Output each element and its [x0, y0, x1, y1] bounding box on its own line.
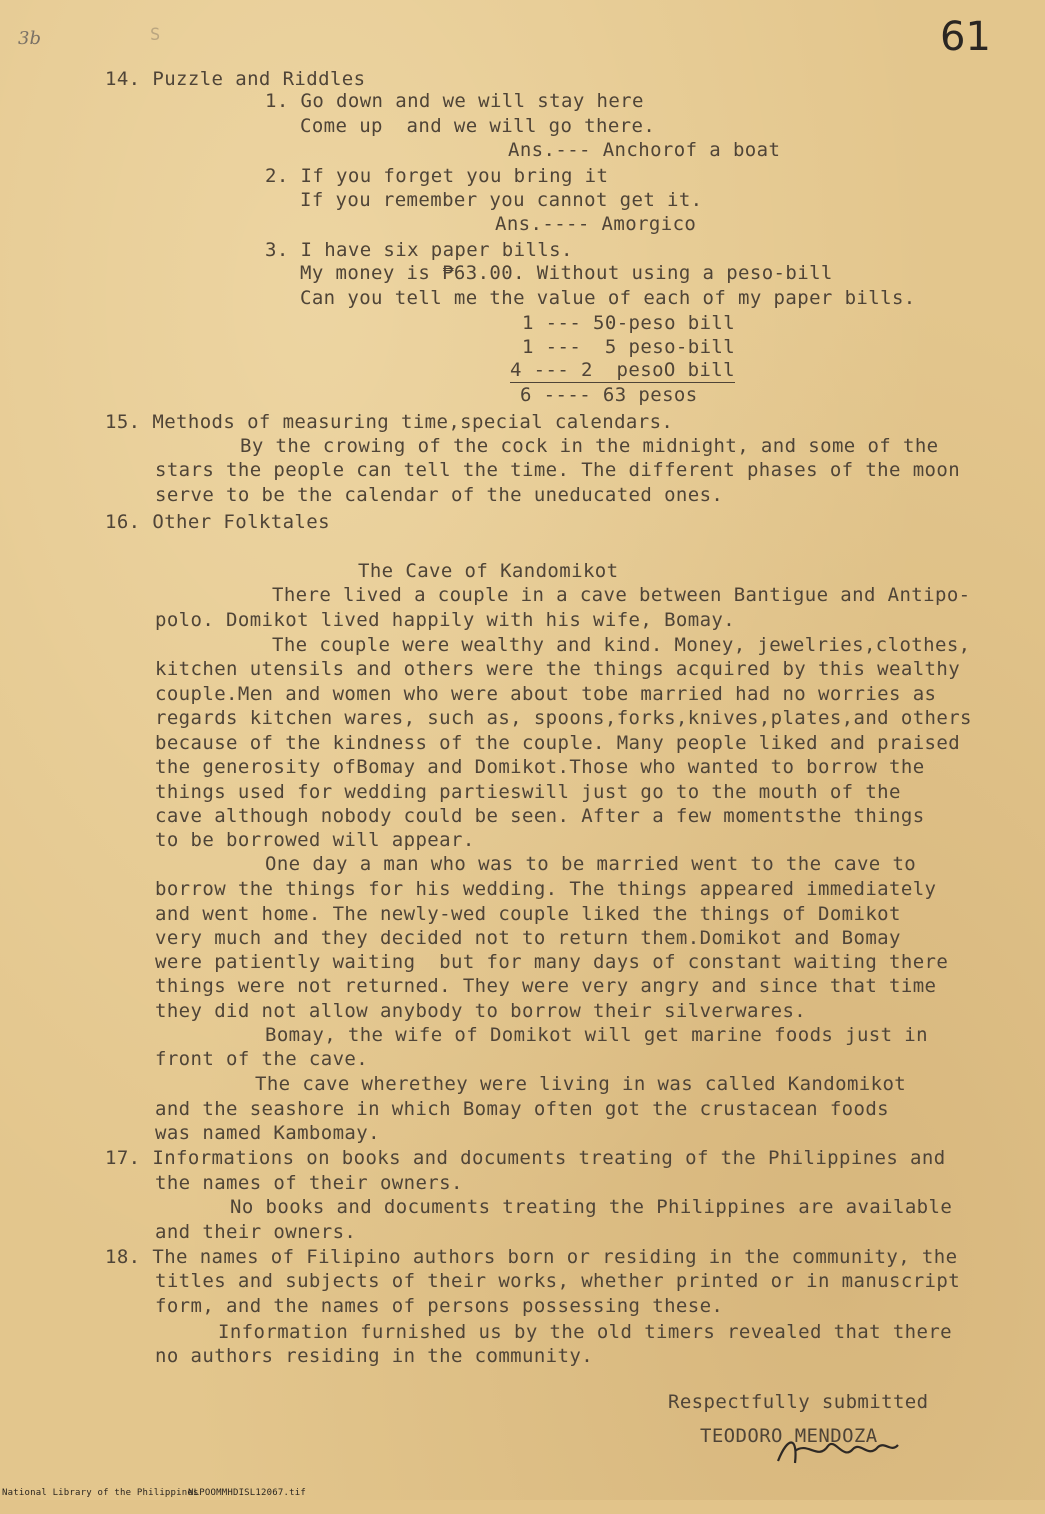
closing-text: Respectfully submitted: [668, 1391, 929, 1413]
section-17-heading-line-2: the names of their owners.: [155, 1172, 463, 1194]
section-15-line-2: stars the people can tell the time. The different phases of the moon: [155, 459, 961, 481]
riddle-3-total: 6 ---- 63 pesos: [520, 384, 698, 406]
riddle-2-line-1: 2. If you forget you bring it: [265, 165, 609, 187]
footer-library: National Library of the Philippines: [2, 1488, 199, 1498]
story-line: regards kitchen wares, such as, spoons,forks,knives,plates,and others: [155, 707, 972, 729]
story-line: borrow the things for his wedding. The things appeared immediately: [155, 878, 937, 900]
signature-image: [735, 1396, 903, 1514]
story-line: things were not returned. They were very angry and since that time: [155, 975, 937, 997]
riddle-1-line-1: 1. Go down and we will stay here: [265, 90, 644, 112]
riddle-3-line-2: My money is ₱63.00. Without using a peso-bill: [300, 262, 833, 284]
story-line: Bomay, the wife of Domikot will get marine foods just in: [265, 1024, 928, 1046]
section-15-line-3: serve to be the calendar of the uneducated ones.: [155, 484, 724, 506]
story-line: There lived a couple in a cave between Bantigue and Antipo-: [272, 584, 971, 606]
faint-header-text: S: [150, 25, 161, 45]
story-line: cave although nobody could be seen. After a few momentsthe things: [155, 805, 925, 827]
story-title: The Cave of Kandomikot: [358, 560, 619, 582]
story-line: because of the kindness of the couple. Many people liked and praised: [155, 732, 961, 754]
story-line: were patiently waiting but for many days of constant waiting there: [155, 951, 949, 973]
story-line: very much and they decided not to return them.Domikot and Bomay: [155, 927, 901, 949]
section-18-line: Information furnished us by the old timers revealed that there: [218, 1321, 953, 1343]
riddle-3-bill-1: 1 --- 50-peso bill: [522, 312, 736, 334]
section-17-body-line-2: and their owners.: [155, 1221, 357, 1243]
story-line: and the seashore in which Bomay often got the crustacean foods: [155, 1098, 890, 1120]
riddle-1-line-2: Come up and we will go there.: [300, 115, 656, 137]
story-line: they did not allow anybody to borrow their silverwares.: [155, 1000, 807, 1022]
footer-filename: NLPOOMMHDISL12067.tif: [188, 1488, 306, 1498]
section-15-line-1: By the crowing of the cock in the midnight, and some of the: [240, 435, 939, 457]
riddle-2-answer: Ans.---- Amorgico: [495, 213, 697, 235]
story-line: the generosity ofBomay and Domikot.Those who wanted to borrow the: [155, 756, 925, 778]
section-18-line: 18. The names of Filipino authors born or residing in the community, the: [105, 1246, 958, 1268]
story-line: kitchen utensils and others were the things acquired by this wealthy: [155, 658, 961, 680]
riddle-3-bill-3: 4 --- 2 pesoO bill: [510, 359, 735, 381]
section-17-body-line-1: No books and documents treating the Philippines are available: [230, 1196, 953, 1218]
section-18-line: no authors residing in the community.: [155, 1345, 594, 1367]
story-line: polo. Domikot lived happily with his wife, Bomay.: [155, 609, 736, 631]
section-14-heading: 14. Puzzle and Riddles: [105, 68, 366, 90]
riddle-1-answer: Ans.--- Anchorof a boat: [508, 139, 781, 161]
section-18-line: titles and subjects of their works, whether printed or in manuscript: [155, 1270, 961, 1292]
story-line: The cave wherethey were living in was called Kandomikot: [255, 1073, 907, 1095]
section-18-line: form, and the names of persons possessing these.: [155, 1295, 724, 1317]
riddle-3-line-1: 3. I have six paper bills.: [265, 239, 573, 261]
section-16-heading: 16. Other Folktales: [105, 511, 330, 533]
story-line: things used for wedding partieswill just go to the mouth of the: [155, 781, 901, 803]
story-line: The couple were wealthy and kind. Money, jewelries,clothes,: [272, 634, 971, 656]
signatory-name: TEODORO MENDOZA: [700, 1425, 878, 1447]
story-line: was named Kambomay.: [155, 1122, 380, 1144]
section-17-heading-line-1: 17. Informations on books and documents treating of the Philippines and: [105, 1147, 946, 1169]
riddle-3-bill-2: 1 --- 5 peso-bill: [522, 336, 736, 358]
story-line: One day a man who was to be married went to the cave to: [265, 853, 917, 875]
story-line: front of the cave.: [155, 1048, 369, 1070]
story-line: couple.Men and women who were about tobe married had no worries as: [155, 683, 937, 705]
section-15-heading: 15. Methods of measuring time,special calendars.: [105, 411, 674, 433]
riddle-3-line-3: Can you tell me the value of each of my paper bills.: [300, 287, 916, 309]
story-line: and went home. The newly-wed couple liked the things of Domikot: [155, 903, 901, 925]
story-line: to be borrowed will appear.: [155, 829, 475, 851]
riddle-2-line-2: If you remember you cannot get it.: [300, 189, 703, 211]
pencil-mark: 3b: [18, 28, 41, 49]
page-number: 61: [940, 14, 991, 60]
